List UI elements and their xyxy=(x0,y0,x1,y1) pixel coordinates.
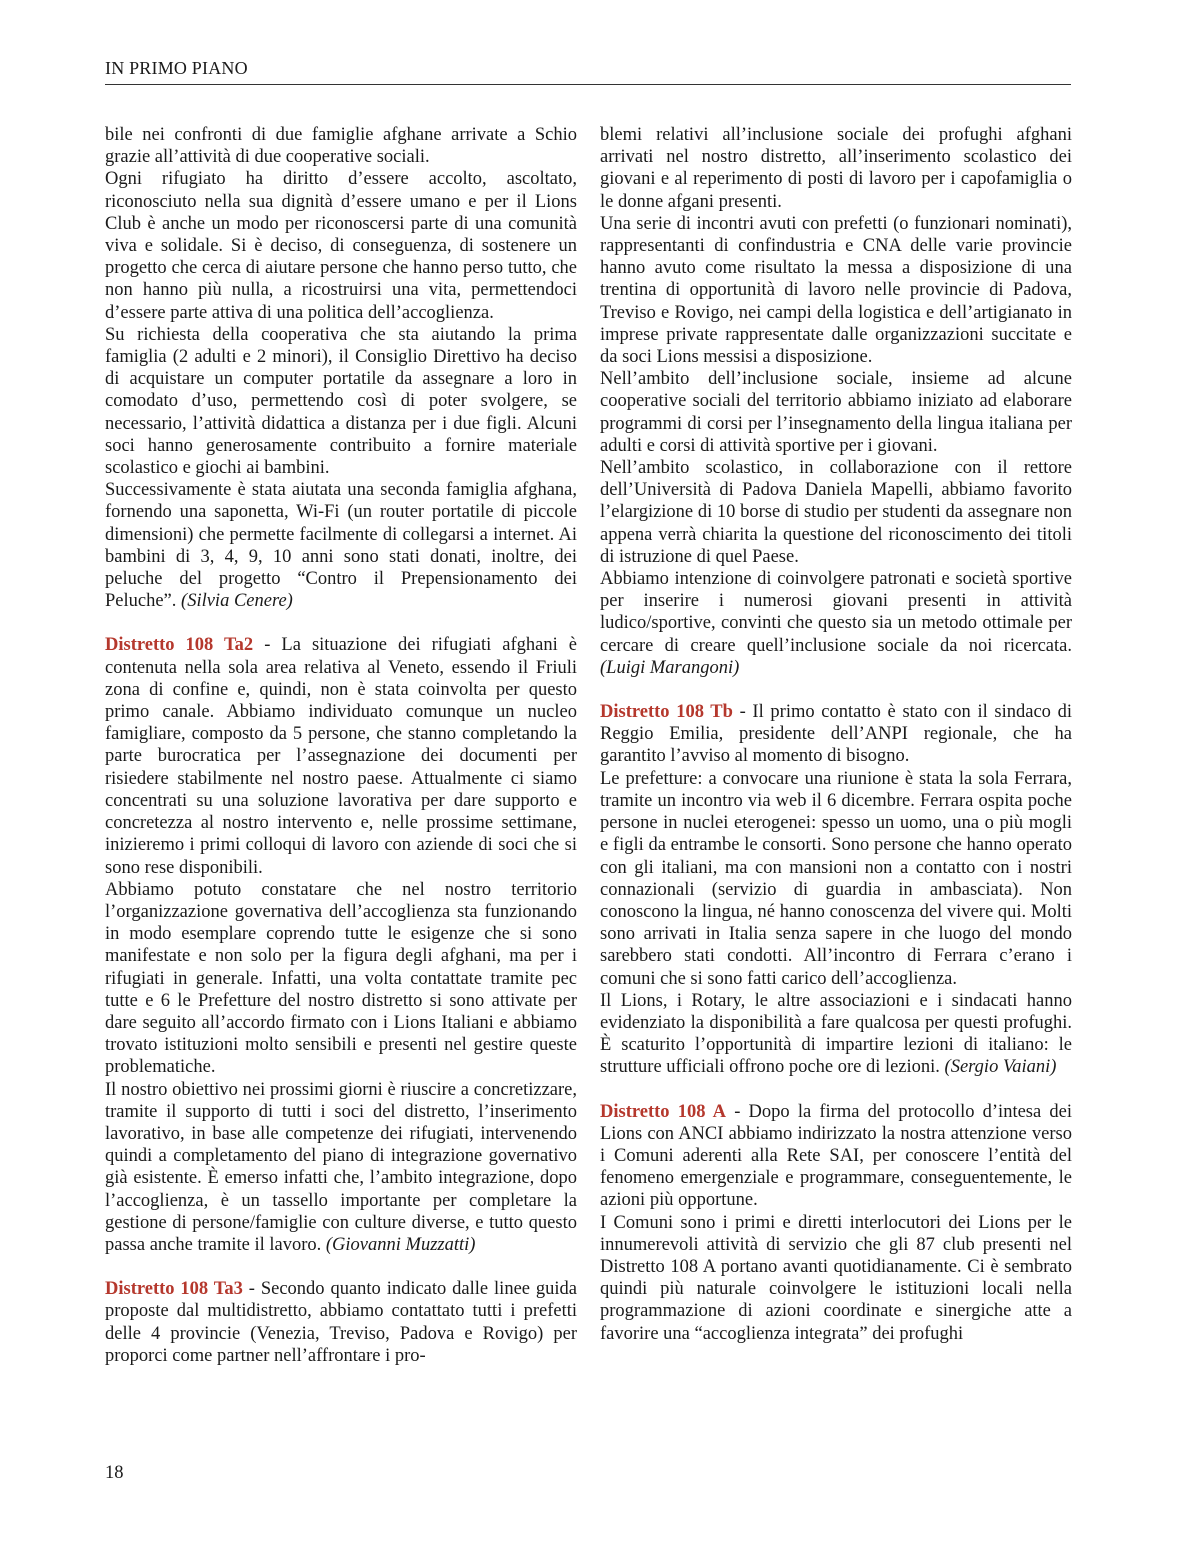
paragraph-text: - Secondo quanto indicato dalle linee guida proposte dal multidistretto, abbiamo contattato tutti i prefetti delle 4 provincie (Venezia, Treviso, Padova e Rovigo) per proporci come partner nell’affrontare i pro- xyxy=(105,1279,577,1366)
section-title: IN PRIMO PIANO xyxy=(105,58,248,78)
left-column xyxy=(105,124,577,1367)
author-signature: (Sergio Vaiani) xyxy=(944,1057,1057,1078)
district-title: Distretto 108 Ta3 xyxy=(105,1279,243,1300)
paragraph: bile nei confronti di due famiglie afghane arrivate a Schio grazie all’attività di due cooperative sociali. xyxy=(105,125,577,168)
district-title: Distretto 108 Tb xyxy=(600,702,733,723)
district-title: Distretto 108 A xyxy=(600,1101,726,1122)
author-signature: (Silvia Cenere) xyxy=(181,591,293,612)
paragraph: Le prefetture: a convocare una riunione è stata la sola Ferrara, tramite un incontro via web il 6 dicembre. Ferrara ospita poche persone in nuclei eterogenei: spesso un uomo, una o più mogli e figli da entrambe le consorti. Sono persone che hanno operato con gli italiani, ma con mansioni non a contatto con i nostri connazionali (servizio di guardia in ambasciata). Non conoscono la lingua, né hanno conoscenza del vivere qui. Molti sono arrivati in Italia senza sapere in che luogo del mondo sarebbero stati condotti. All’incontro di Ferrara c’erano i comuni che si sono fatti carico dell’accoglienza. xyxy=(600,768,1072,989)
author-signature: (Luigi Marangoni) xyxy=(600,657,740,678)
paragraph: blemi relativi all’inclusione sociale dei profughi afghani arrivati nel nostro distretto, all’inserimento scolastico dei giovani e al reperimento di posti di lavoro per i capofamiglia o le donne afgani presenti. xyxy=(600,125,1072,212)
paragraph-text: - Il primo contatto è stato con il sindaco di Reggio Emilia, presidente dell’ANPI regionale, che ha garantito l’avviso al momento di bisogno. xyxy=(600,702,1072,767)
paragraph-text: - La situazione dei rifugiati afghani è contenuta nella sola area relativa al Veneto, essendo il Friuli zona di confine e, quindi, non è stata coinvolta per questo primo canale. Abbiamo individuato comunque un nucleo famigliare, composto da 5 persone, che stanno completando la parte burocratica per l’assegnazione dei documenti per risiedere stabilmente nel nostro paese. Attualmente ci siamo concentrati su una soluzione lavorativa per dare supporto e concretezza al nostro intervento e, nelle prossime settimane, inizieremo i primi colloqui di lavoro con aziende di soci che si sono rese disponibili. xyxy=(105,635,577,878)
paragraph: I Comuni sono i primi e diretti interlocutori dei Lions per le innumerevoli attività di servizio che gli 87 club presenti nel Distretto 108 A portano avanti quotidianamente. Ci è sembrato quindi più naturale coinvolgere le istituzioni locali nella programmazione di azioni coordinate e sinergiche atte a favorire una “accoglienza integrata” dei profughi xyxy=(600,1212,1072,1344)
district-section-ta3 xyxy=(105,1278,577,1367)
paragraph-text: - Dopo la firma del protocollo d’intesa dei Lions con ANCI abbiamo indirizzato la nostra attenzione verso i Comuni aderenti alla Rete SAI, per conoscere l’entità del fenomeno emergenziale e programmare, conseguentemente, le azioni più opportune. xyxy=(600,1101,1073,1211)
district-section-a xyxy=(600,1101,1072,1212)
paragraph-text: Successivamente è stata aiutata una seconda famiglia afghana, fornendo una saponetta, Wi-Fi (un router portatile di piccole dimensioni) che permette facilmente di collegarsi a internet. Ai bambini di 3, 4, 9, 10 anni sono stati donati, inoltre, dei peluche del progetto “Contro il Prepensionamento dei Peluche”. xyxy=(105,480,577,612)
paragraph: Una serie di incontri avuti con prefetti (o funzionari nominati), rappresentanti di confindustria e CNA delle varie provincie hanno avuto come risultato la messa a disposizione di una trentina di opportunità di lavoro nelle provincie di Padova, Treviso e Rovigo, nei campi della logistica e dell’artigianato in imprese private rappresentate dalle organizzazioni succitate e da soci Lions messisi a disposizione. xyxy=(600,213,1072,368)
district-title: Distretto 108 Ta2 xyxy=(105,635,254,656)
paragraph-text: Il Lions, i Rotary, le altre associazioni e i sindacati hanno evidenziato la disponibilità a fare qualcosa per questi profughi. È scaturito l’opportunità di impartire lezioni di italiano: le strutture ufficiali offrono poche ore di lezioni. xyxy=(600,990,1072,1078)
paragraph: Nell’ambito dell’inclusione sociale, insieme ad alcune cooperative sociali del territorio abbiamo iniziato ad elaborare programmi di corsi per l’insegnamento della lingua italiana per adulti e corsi di attività sportive per i giovani. xyxy=(600,369,1072,456)
district-section-ta2 xyxy=(105,634,577,878)
section-header xyxy=(105,58,1071,85)
paragraph xyxy=(600,990,1072,1079)
paragraph: Abbiamo potuto constatare che nel nostro territorio l’organizzazione governativa dell’accoglienza sta funzionando in modo esemplare coprendo tutte le esigenze che si sono manifestate e non solo per la figura degli afghani, ma per i rifugiati in generale. Infatti, una volta contattate tramite pec tutte e 6 le Prefetture del nostro distretto si sono attivate per dare seguito all’accordo firmato con i Lions Italiani e abbiamo trovato istituzioni molto sensibili e presenti nel gestire queste problematiche. xyxy=(105,879,577,1078)
author-signature: (Giovanni Muzzatti) xyxy=(325,1234,476,1255)
paragraph-text: Abbiamo intenzione di coinvolgere patronati e società sportive per inserire i numerosi giovani presenti in attività ludico/sportive, convinti che questo sia un metodo ottimale per cercare di creare quell’inclusione sociale da noi ricercata. xyxy=(600,569,1072,656)
district-section-tb xyxy=(600,701,1072,768)
paragraph: Ogni rifugiato ha diritto d’essere accolto, ascoltato, riconosciuto nella sua dignità d’essere umano e per il Lions Club è anche un modo per riconoscersi parte di una comunità viva e solidale. Si è deciso, di conseguenza, di sostenere un progetto che cerca di aiutare persone che hanno perso tutto, che non hanno più nulla, a ricostruirsi una vita, permettendoci d’essere parte attiva di una politica dell’accoglienza. xyxy=(105,169,577,323)
right-column xyxy=(600,124,1072,1345)
paragraph-text: Il nostro obiettivo nei prossimi giorni è riuscire a concretizzare, tramite il supporto di tutti i soci del distretto, l’inserimento lavorativo, in base alle competenze dei rifugiati, intervenendo quindi a completamento del piano di integrazione governativo già esistente. È emerso infatti che, l’ambito integrazione, dopo l’accoglienza, è un tassello importante per completare la gestione di persone/famiglie con culture diverse, e tutto questo passa anche tramite il lavoro. xyxy=(105,1079,577,1255)
paragraph xyxy=(105,1079,577,1257)
paragraph: Nell’ambito scolastico, in collaborazione con il rettore dell’Università di Padova Daniela Mapelli, abbiamo favorito l’elargizione di 10 borse di studio per studenti da assegnare non appena verrà chiarita la questione del riconoscimento dei titoli di istruzione di quel Paese. xyxy=(600,458,1072,567)
paragraph xyxy=(600,568,1072,679)
paragraph: Su richiesta della cooperativa che sta aiutando la prima famiglia (2 adulti e 2 minori), il Consiglio Direttivo ha deciso di acquistare un computer portatile da assegnare a loro in comodato d’uso, permettendo così di poter svolgere, se necessario, l’attività didattica a distanza per i due figli. Alcuni soci hanno generosamente contribuito a fornire materiale scolastico e giochi ai bambini. xyxy=(105,324,577,479)
paragraph xyxy=(105,479,577,612)
page-number: 18 xyxy=(105,1463,124,1483)
